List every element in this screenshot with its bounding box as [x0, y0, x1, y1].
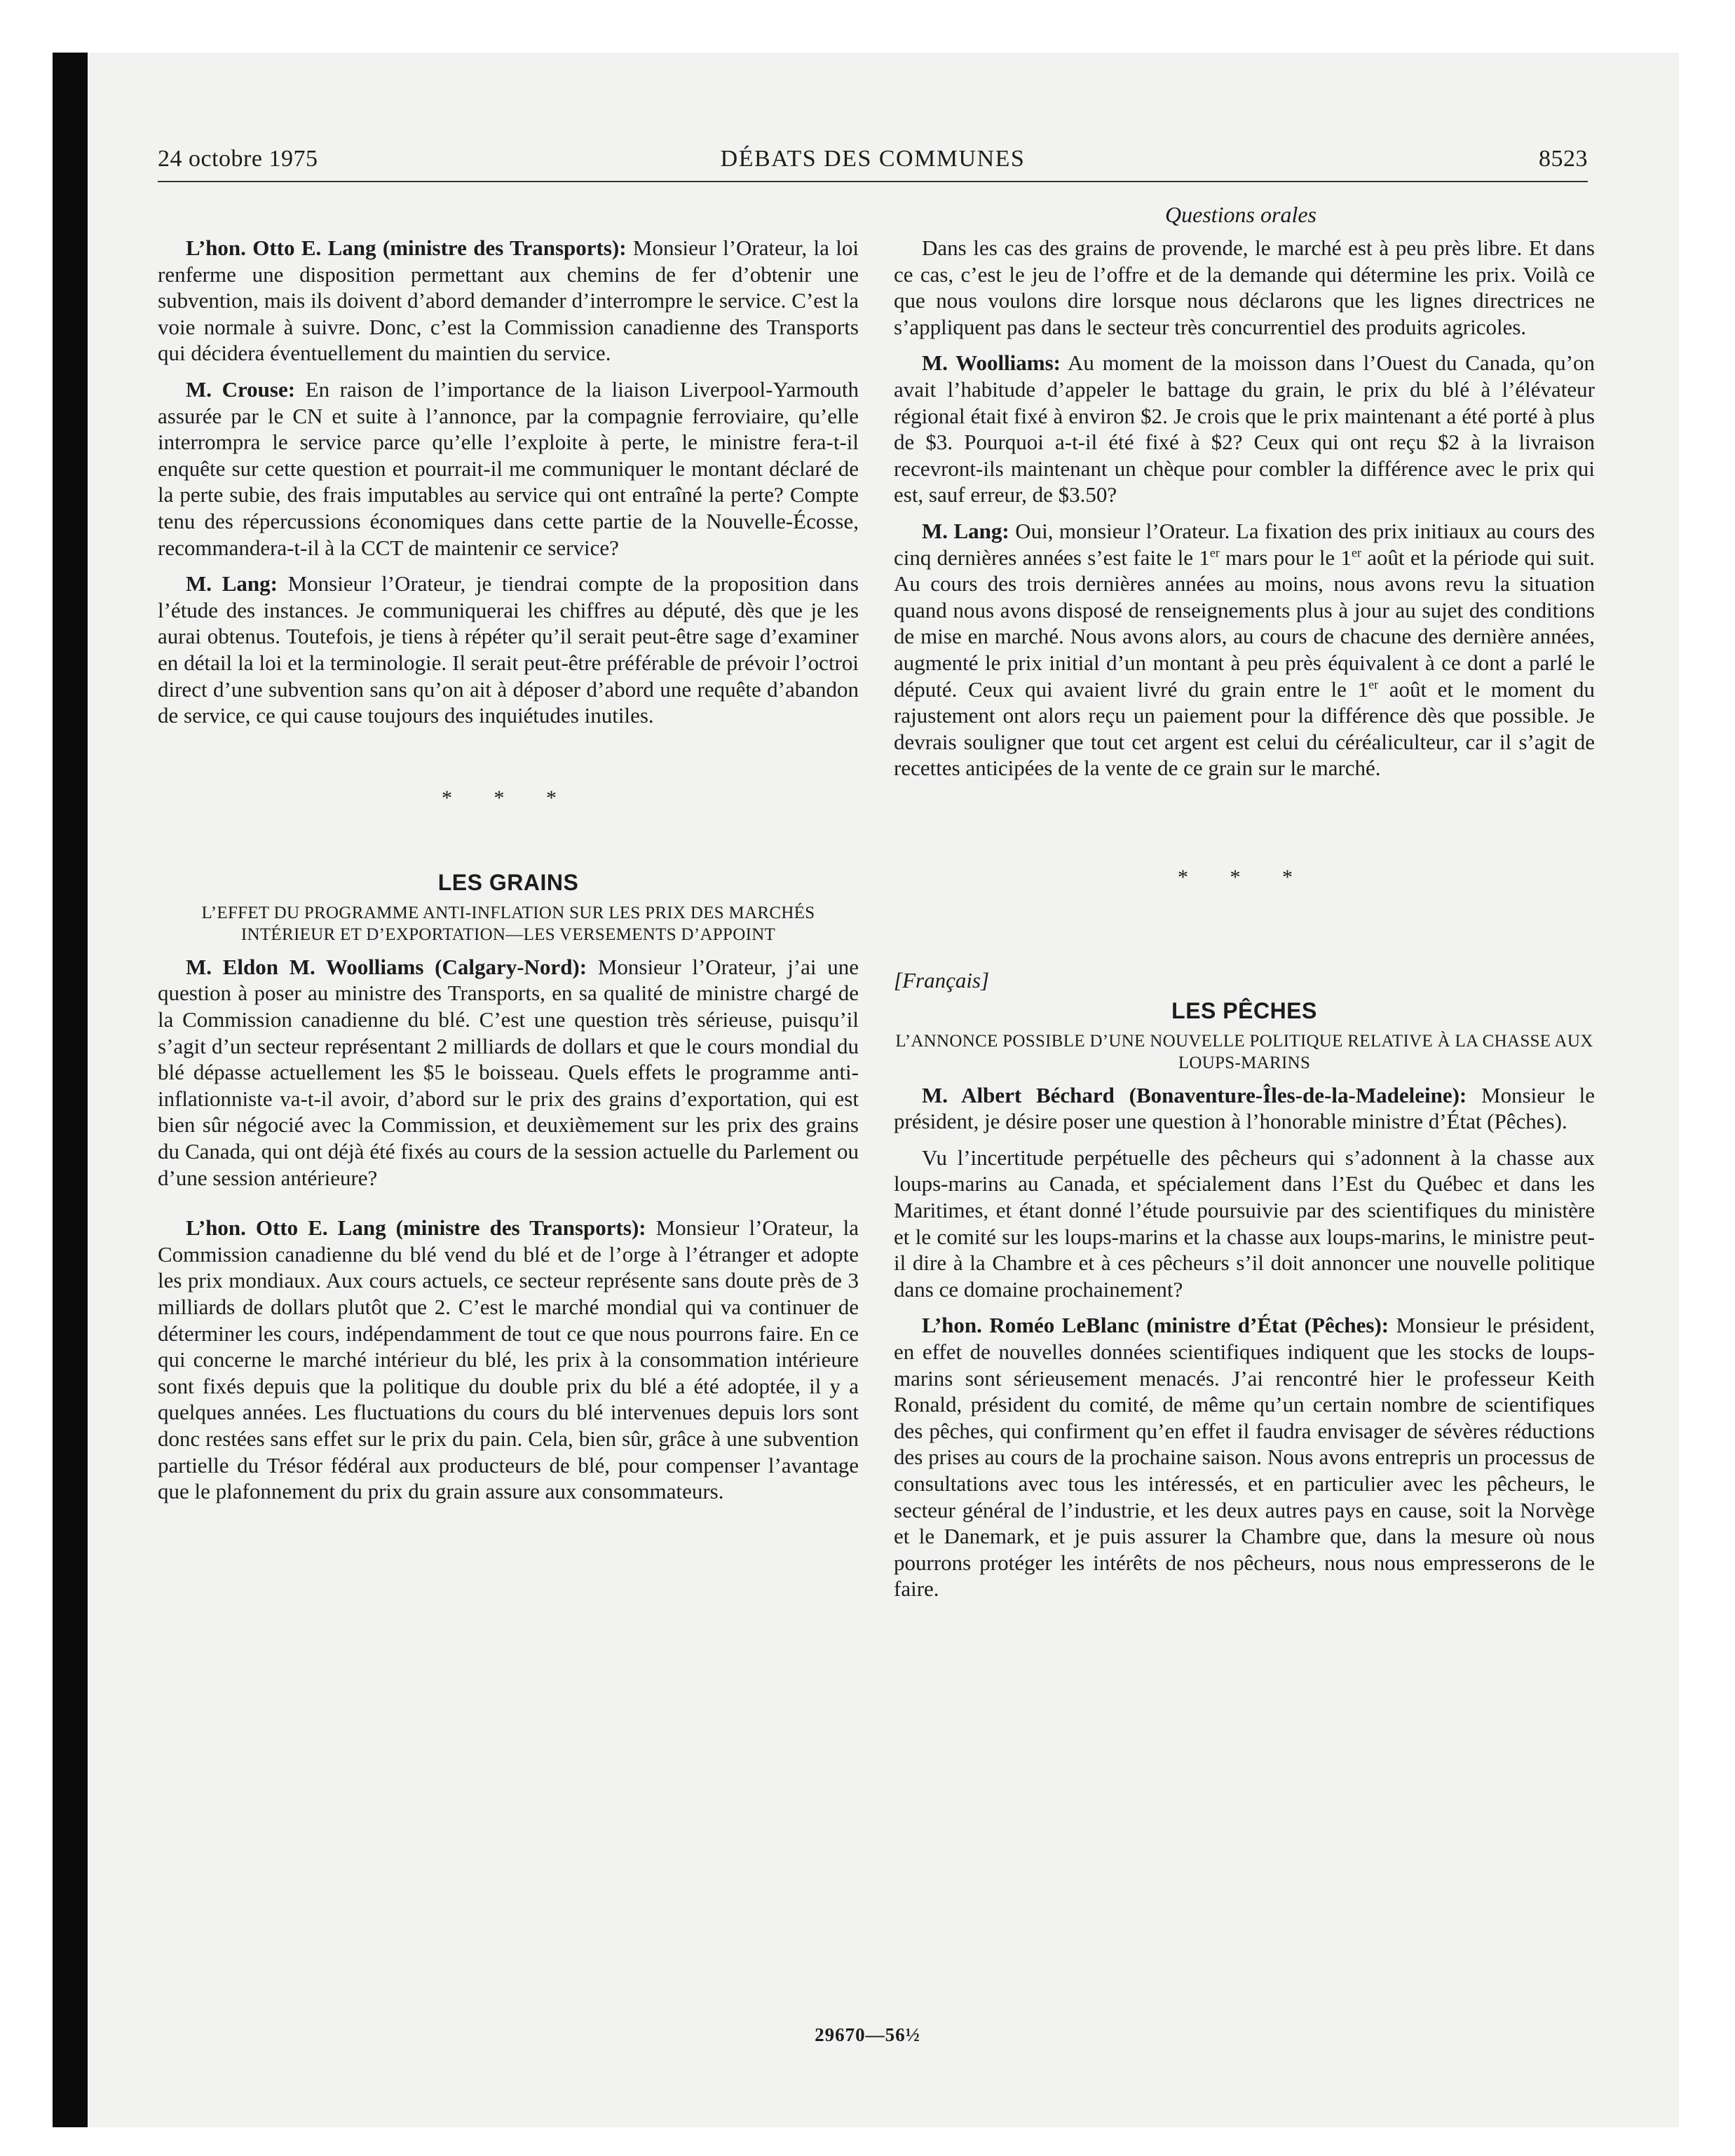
speech-text: Monsieur l’Orateur, la loi renferme une disposition permettant aux chemins de fer d’obtenir une subvention, mais ils doivent d’abord demander d’interrompre le service. C’est la voie normale à suivre. Donc, c’est la Commission canadienne des Transports qui décidera éventuellement du maintien du service.	[158, 236, 859, 366]
paragraph	[158, 376, 859, 561]
right-column	[894, 235, 1595, 1612]
paragraph	[894, 1145, 1595, 1303]
section-separator: * * *	[1178, 865, 1311, 889]
paragraph	[158, 571, 859, 729]
section-title: LES GRAINS	[437, 870, 579, 896]
speaker-name: M. Lang:	[186, 571, 278, 596]
speech-text: Monsieur l’Orateur, la Commission canadienne du blé vend du blé et de l’orge à l’étranger et adopte les prix mondiaux. Aux cours actuels, ce secteur représente sans doute près de 3 milliards de dollars plutôt que 2. C’est le marché mondial qui va continuer de déterminer les cours, indépendamment de tout ce que nous pourrons faire. En ce qui concerne le marché intérieur du blé, les prix à la consommation intérieure sont fixés depuis que la politique du double prix du blé a été adoptée, il y a quelques années. Les fluctuations du cours du blé intervenues depuis lors sont donc restées sans effet sur le prix du pain. Cela, bien sûr, grâce à une subvention partielle du Trésor fédéral aux producteurs de blé, pour compenser l’avantage que le plafonnement du prix du grain assure aux consommateurs.	[158, 1215, 859, 1504]
ordinal-suffix: er	[1352, 545, 1361, 560]
speech-text: Monsieur l’Orateur, je tiendrai compte de la proposition dans l’étude des instances. Je communiquerai les chiffres au député, dès que je les aurai obtenus. Toutefois, je tiens à répéter qu’il serait peut-être sage d’examiner en détail la loi et la terminologie. Il serait peut-être préférable de prévoir l’octroi direct d’une subvention sans qu’on ait à déposer d’abord une requête d’abandon de service, ce qui cause toujours des inquiétudes inutiles.	[158, 571, 859, 728]
page-header	[158, 146, 1588, 182]
section-separator: * * *	[442, 786, 575, 810]
speech-text: En raison de l’importance de la liaison Liverpool-Yarmouth assurée par le CN et suite à l’annonce, par la compagnie ferroviaire, qu’elle interrompra le service parce qu’elle l’exploite à perte, le ministre fera-t-il enquête sur cette question et pourrait-il me communiquer le montant déclaré de la perte subie, des frais imputables au service qui ont entraîné la perte? Compte tenu des répercussions économiques dans cette partie de la Nouvelle-Écosse, recommandera-t-il à la CCT de maintenir ce service?	[158, 376, 859, 560]
paragraph	[894, 235, 1595, 340]
paragraph	[894, 518, 1595, 782]
speaker-name: M. Crouse:	[186, 376, 296, 402]
paragraph	[158, 235, 859, 367]
speech-text: août et la période qui suit. Au cours des trois dernières années au moins, nous avons revu la situation quand nous avons disposé de renseignements plus à jour au sujet des conditions de mise en marché. Nous avons alors, au cours de chacune des dernière années, augmenté le prix initial d’un montant à peu près équivalent à ce dont a parlé le député. Ceux qui avaient livré du grain entre le 1	[894, 545, 1595, 702]
header-title: DÉBATS DES COMMUNES	[720, 146, 1026, 172]
paragraph	[894, 1312, 1595, 1602]
header-page-number: 8523	[1539, 146, 1588, 172]
paragraph	[158, 1215, 859, 1505]
language-tag: [Français]	[894, 968, 990, 993]
running-head: Questions orales	[1165, 202, 1316, 227]
paragraph	[158, 954, 859, 1191]
speaker-name: M. Eldon M. Woolliams (Calgary-Nord):	[186, 954, 587, 979]
speaker-name: L’hon. Otto E. Lang (ministre des Transports):	[186, 236, 627, 260]
section-subtitle: L’EFFET DU PROGRAMME ANTI-INFLATION SUR LES PRIX DES MARCHÉS INTÉRIEUR ET D’EXPORTATION—LES VERSEMENTS D’APPOINT	[201, 903, 815, 944]
speech-text: Dans les cas des grains de provende, le marché est à peu près libre. Et dans ce cas, c’est le jeu de l’offre et de la demande qui détermine les prix. Voilà ce que nous voulons dire lorsque nous déclarons que les lignes directrices ne s’appliquent pas dans le secteur très concurrentiel des produits agricoles.	[894, 236, 1595, 339]
scan-edge-shadow	[53, 53, 88, 2127]
paragraph	[894, 350, 1595, 508]
speech-text: août et le moment du rajustement ont alors reçu un paiement pour la différence dès que possible. Je devrais souligner que tout cet argent est celui du céréaliculteur, car il s’agit de recettes anticipées de la vente de ce grain sur le marché.	[894, 676, 1595, 781]
speaker-name: L’hon. Roméo LeBlanc (ministre d’État (Pêches):	[922, 1313, 1389, 1338]
speech-text: Oui, monsieur l’Orateur. La fixation des prix initiaux au cours des cinq dernières années s’est faite le 1	[894, 518, 1595, 570]
speaker-name: M. Albert Béchard (Bonaventure-Îles-de-la-Madeleine):	[922, 1082, 1467, 1107]
page-footer-code: 29670—56½	[815, 2024, 920, 2045]
section-subtitle: L’ANNONCE POSSIBLE D’UNE NOUVELLE POLITIQUE RELATIVE À LA CHASSE AUX LOUPS-MARINS	[895, 1031, 1593, 1072]
header-date: 24 octobre 1975	[158, 146, 318, 172]
section-title: LES PÊCHES	[1171, 998, 1317, 1024]
speaker-name: L’hon. Otto E. Lang (ministre des Transports):	[186, 1215, 646, 1241]
speaker-name: M. Woolliams:	[922, 350, 1061, 376]
ordinal-suffix: er	[1368, 677, 1379, 692]
speech-text: Monsieur le président, je désire poser une question à l’honorable ministre d’État (Pêches).	[894, 1082, 1595, 1134]
speech-text: Monsieur l’Orateur, j’ai une question à poser au ministre des Transports, en sa qualité de ministre chargé de la Commission canadienne du blé. C’est une question très sérieuse, puisqu’il s’agit d’un secteur représentant 2 milliards de dollars et que le cours mondial du blé dépasse actuellement les $5 le boisseau. Quels effets le programme anti-inflationniste va-t-il avoir, d’abord sur le prix des grains d’exportation, qui est bien sûr négocié avec la Commission, et deuxièmement sur les prix des grains du Canada, qui ont déjà été fixés au cours de la session actuelle du Parlement ou d’une session antérieure?	[158, 954, 859, 1190]
speech-text: Vu l’incertitude perpétuelle des pêcheurs qui s’adonnent à la chasse aux loups-marins au Canada, et spécialement dans l’Est du Québec et dans les Maritimes, et étant donné l’étude poursuivie par des scientifiques du ministère et le comité sur les loups-marins et la chasse aux loups-marins, le ministre peut-il dire à la Chambre et à ces pêcheurs s’il doit annoncer une nouvelle politique dans ce domaine prochainement?	[894, 1145, 1595, 1302]
speech-text: Monsieur le président, en effet de nouvelles données scientifiques indiquent que les stocks de loups-marins sont sérieusement menacés. J’ai rencontré hier le professeur Keith Ronald, président du comité, de même qu’un certain nombre de scientifiques des pêches, qui confirment qu’en effet il faudra envisager de sévères réductions des prises au cours de la prochaine saison. Nous avons entrepris un processus de consultations avec tous les intéressés, et en particulier avec les pêcheurs, le secteur général de l’industrie, et les deux autres pays en cause, soit la Norvège et le Danemark, et je puis assurer la Chambre que, dans la mesure où nous pourrons protéger les intérêts de nos pêcheurs, nous nous empresserons de le faire.	[894, 1313, 1595, 1602]
paragraph	[894, 1082, 1595, 1135]
left-column	[158, 235, 859, 1515]
speech-text: Au moment de la moisson dans l’Ouest du Canada, qu’on avait l’habitude d’appeler le battage du grain, le prix du blé à l’élévateur régional était fixé à environ $2. Je crois que le prix maintenant a été porté à plus de $3. Pourquoi a-t-il été fixé à $2? Ceux qui ont reçu $2 à la livraison recevront-ils maintenant un chèque pour combler la différence avec le prix qui est, sauf erreur, de $3.50?	[894, 350, 1595, 507]
speech-text: mars pour le 1	[1219, 545, 1352, 570]
ordinal-suffix: er	[1209, 545, 1220, 560]
speaker-name: M. Lang:	[922, 518, 1009, 543]
